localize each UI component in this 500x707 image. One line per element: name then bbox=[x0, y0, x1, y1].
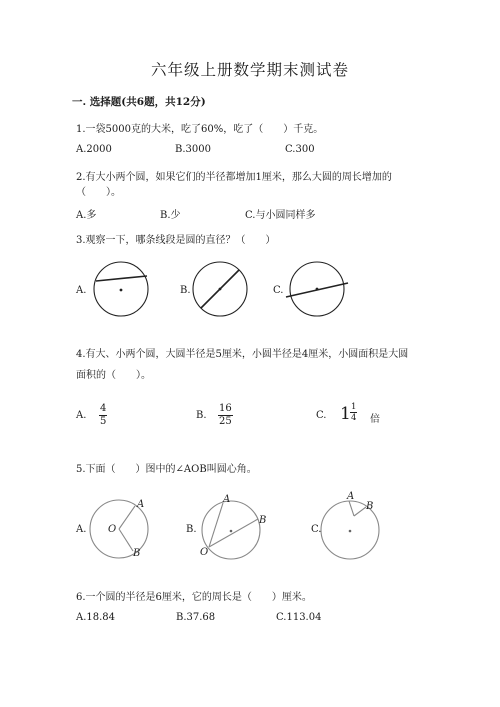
question-3-label-c[interactable]: C. bbox=[273, 285, 284, 296]
fraction-c-denominator: 4 bbox=[351, 413, 357, 423]
question-5-figure-c[interactable] bbox=[321, 491, 379, 559]
fig-a-point-o: O bbox=[108, 524, 117, 535]
question-4-text-line2: 面积的（ ）。 bbox=[76, 370, 151, 381]
fig-c-point-b: B bbox=[366, 501, 374, 512]
fig-a-point-a: A bbox=[137, 499, 145, 510]
fraction-a-numerator: 4 bbox=[100, 403, 107, 414]
fig-b-point-a: A bbox=[223, 494, 231, 505]
question-3-label-a[interactable]: A. bbox=[76, 285, 87, 296]
question-5-label-c[interactable]: C. bbox=[311, 524, 322, 535]
mixed-number-whole: 1 bbox=[340, 404, 351, 424]
question-3-label-b[interactable]: B. bbox=[180, 285, 191, 296]
question-5-figure-a[interactable] bbox=[90, 499, 148, 559]
question-4-option-c-suffix: 倍 bbox=[370, 414, 380, 425]
question-4-text-line1: 4.有大、小两个圆，大圆半径是5厘米，小圆半径是4厘米，小圆面积是大圆 bbox=[76, 349, 409, 360]
question-5-label-a[interactable]: A. bbox=[76, 524, 87, 535]
question-3-figures bbox=[0, 255, 500, 325]
question-2-option-c[interactable]: C.与小圆同样多 bbox=[245, 210, 316, 221]
question-4-label-b[interactable]: B. bbox=[196, 410, 207, 421]
question-4-fraction-a[interactable] bbox=[99, 403, 107, 428]
question-3-text: 3.观察一下，哪条线段是圆的直径？（ ） bbox=[76, 235, 276, 246]
page-title: 六年级上册数学期末测试卷 bbox=[150, 61, 349, 79]
question-4-label-a[interactable]: A. bbox=[76, 410, 87, 421]
question-6-option-a[interactable]: A.18.84 bbox=[76, 612, 116, 623]
question-6-option-c[interactable]: C.113.04 bbox=[276, 612, 322, 623]
question-5-text: 5.下面（ ）图中的∠AOB叫圆心角。 bbox=[76, 464, 257, 475]
question-5-figure-b[interactable] bbox=[200, 494, 266, 559]
question-6-text: 6.一个圆的半径是6厘米，它的周长是（ ）厘米。 bbox=[76, 592, 312, 603]
question-2-option-a[interactable]: A.多 bbox=[76, 210, 97, 221]
question-2-text-line2: （ ）。 bbox=[76, 187, 121, 198]
fig-b-point-o: O bbox=[200, 547, 209, 558]
question-4-label-c[interactable]: C. bbox=[316, 410, 327, 421]
question-3-figure-c[interactable] bbox=[286, 262, 348, 316]
question-1-text: 1.一袋5000克的大米，吃了60%，吃了（ ）千克。 bbox=[76, 124, 324, 135]
fig-c-point-a: A bbox=[347, 491, 355, 502]
question-6-option-b[interactable]: B.37.68 bbox=[176, 612, 216, 623]
question-5-label-b[interactable]: B. bbox=[186, 524, 197, 535]
fraction-b-denominator: 25 bbox=[219, 416, 232, 427]
fraction-a-denominator: 5 bbox=[100, 416, 107, 427]
question-5-figures bbox=[0, 485, 500, 570]
fig-a-point-b: B bbox=[133, 548, 141, 559]
question-4-fraction-b[interactable] bbox=[218, 403, 233, 428]
fraction-b-numerator: 16 bbox=[219, 403, 232, 414]
fraction-c-numerator: 1 bbox=[351, 402, 357, 412]
question-2-option-b[interactable]: B.少 bbox=[160, 210, 181, 221]
question-1-option-b[interactable]: B.3000 bbox=[175, 144, 211, 155]
question-3-figure-a[interactable] bbox=[94, 262, 148, 316]
question-3-figure-b[interactable] bbox=[193, 262, 247, 316]
question-4-fraction-c[interactable] bbox=[350, 402, 357, 423]
question-1-option-c[interactable]: C.300 bbox=[285, 144, 315, 155]
section-heading: 一. 选择题(共6题，共12分) bbox=[72, 96, 206, 108]
question-2-text-line1: 2.有大小两个圆，如果它们的半径都增加1厘米，那么大圆的周长增加的 bbox=[76, 172, 392, 183]
question-1-option-a[interactable]: A.2000 bbox=[76, 144, 112, 155]
fig-b-point-b: B bbox=[259, 515, 267, 526]
